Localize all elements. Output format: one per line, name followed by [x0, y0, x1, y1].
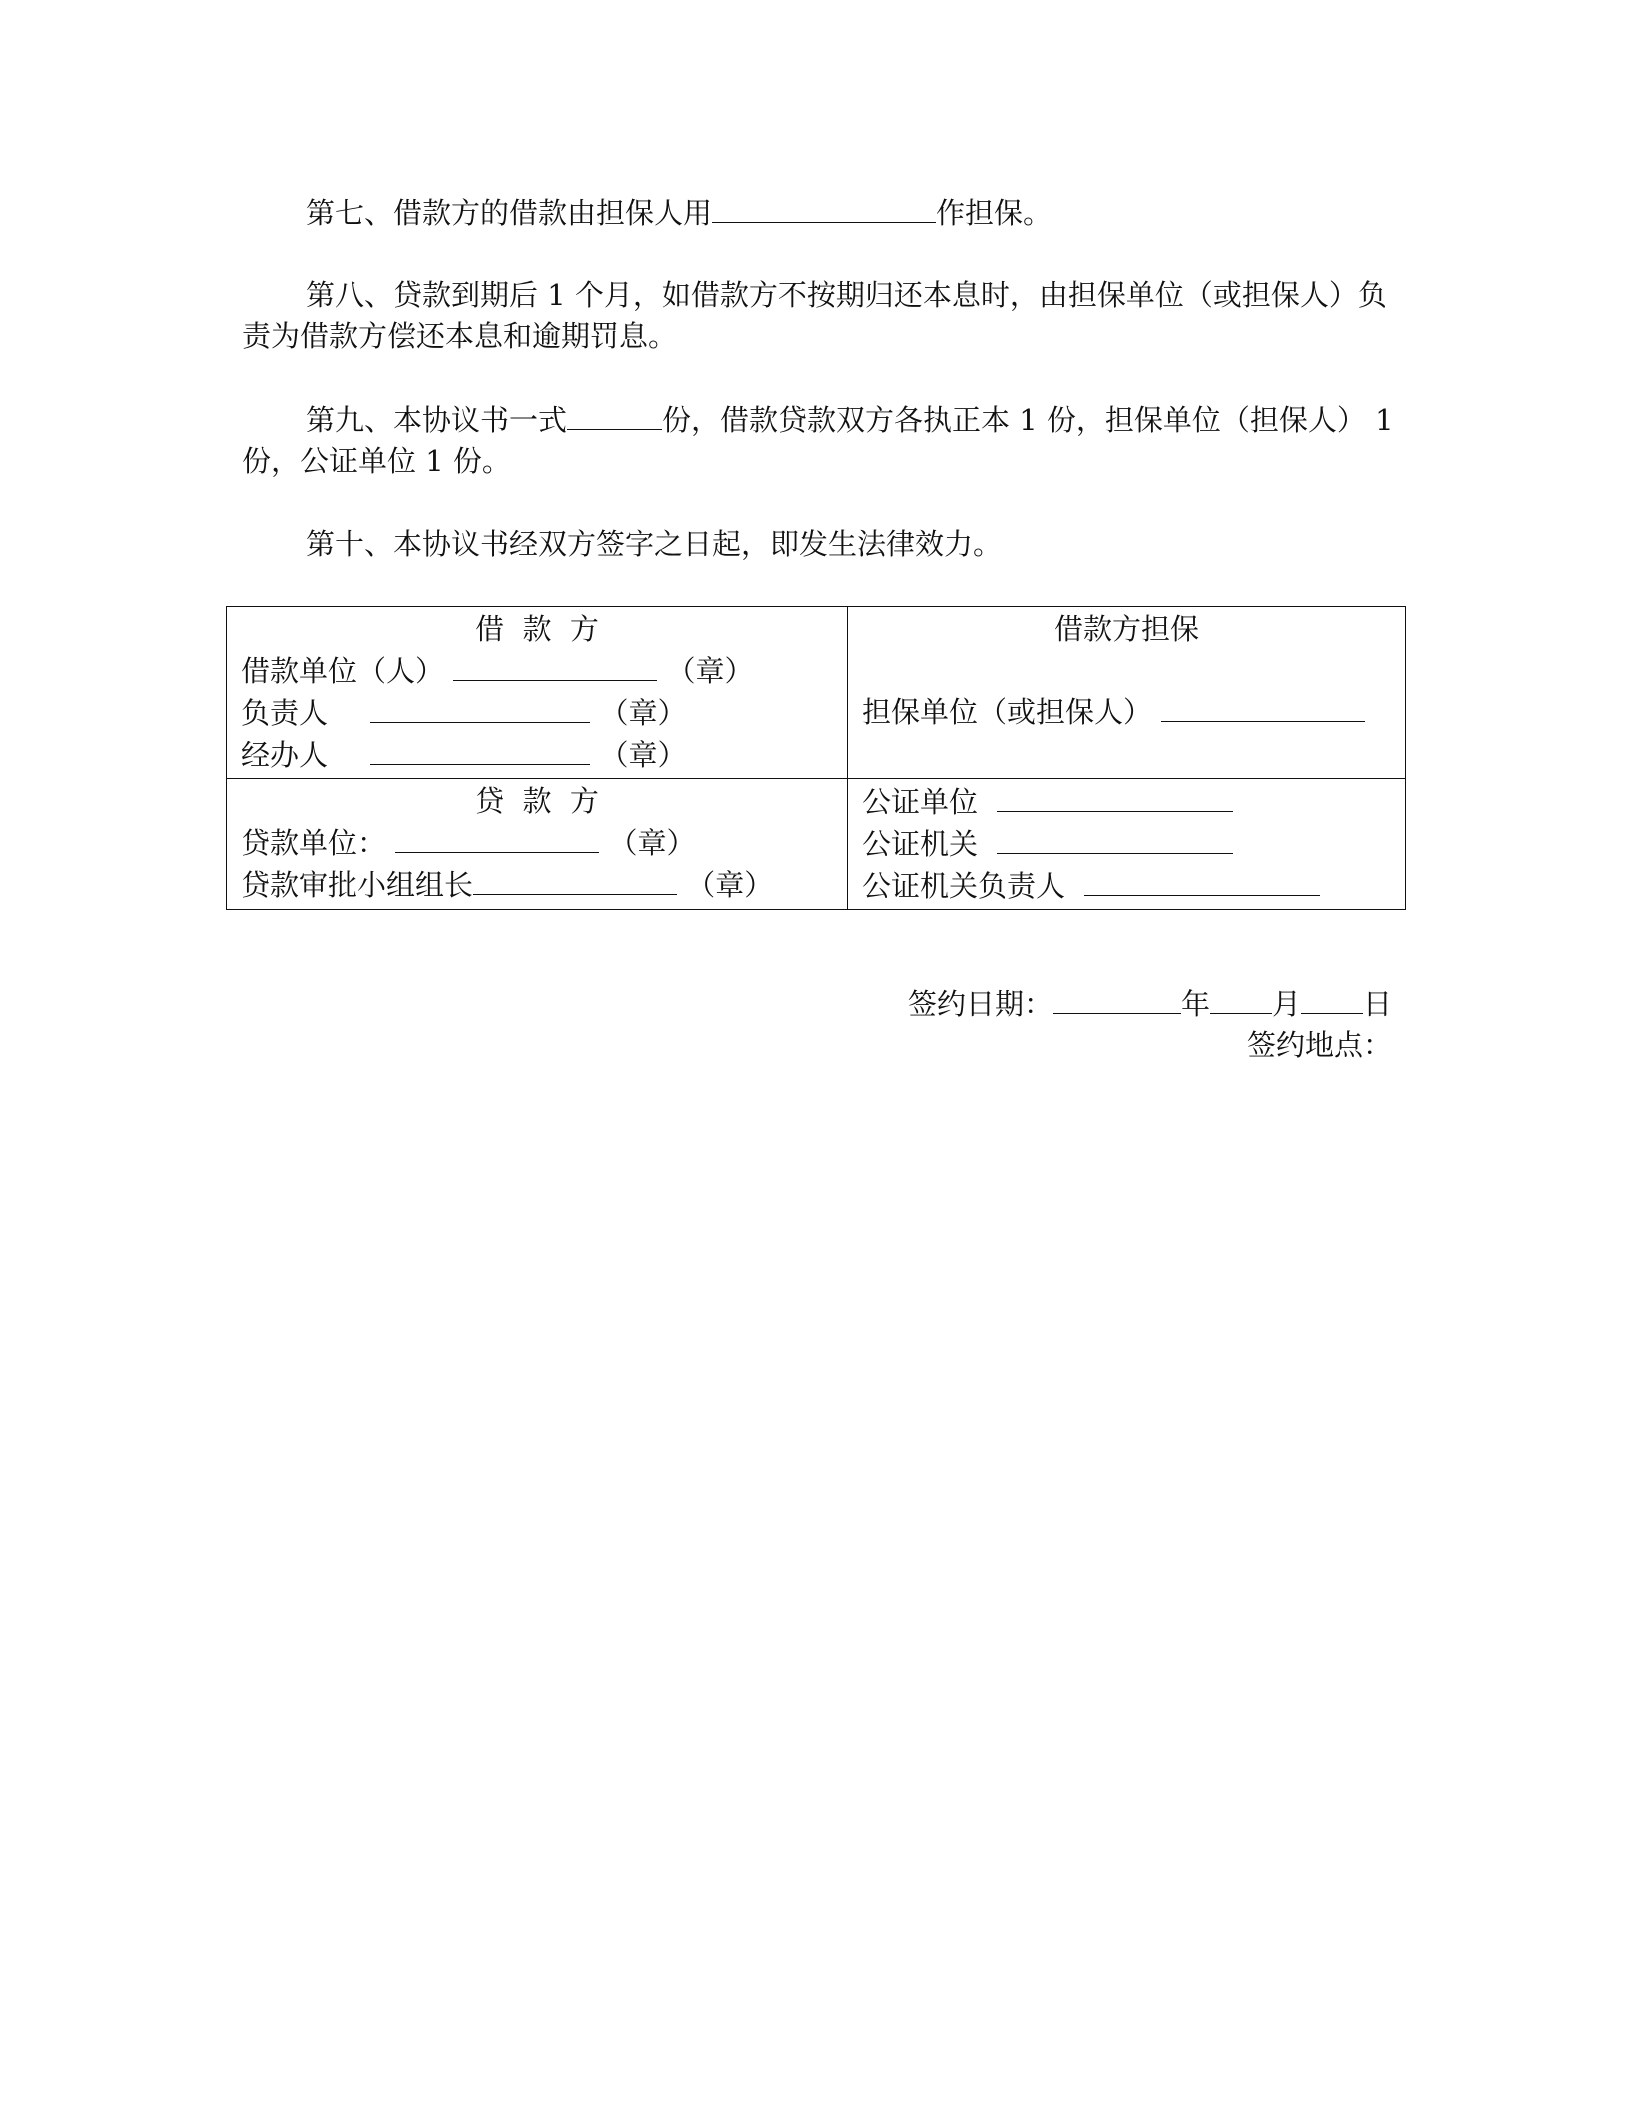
- signature-table: [226, 606, 1406, 910]
- notary-unit-row: [862, 781, 1391, 823]
- notary-cell: [848, 779, 1406, 910]
- notary-office-blank[interactable]: [997, 823, 1233, 854]
- lender-unit-row: [241, 822, 833, 864]
- signing-day-label: 日: [1362, 987, 1392, 1021]
- clause-8: [242, 275, 1404, 357]
- lender-leader-row: [241, 864, 833, 906]
- borrower-lead-row: [241, 692, 833, 734]
- clause-7-text-before: 第七、借款方的借款由担保人用: [306, 196, 713, 230]
- notary-head-row: [862, 865, 1391, 907]
- lender-cell: [227, 779, 848, 910]
- signing-day-blank[interactable]: [1301, 983, 1363, 1014]
- lender-leader-seal: （章）: [686, 868, 774, 902]
- borrower-unit-row: [241, 650, 833, 692]
- notary-office-row: [862, 823, 1391, 865]
- borrower-lead-blank[interactable]: [370, 692, 590, 723]
- guarantor-row: [862, 691, 1391, 733]
- clause-8-text: 第八、贷款到期后 1 个月，如借款方不按期归还本息时，由担保单位（或担保人）负责为借款方偿还本息和逾期罚息。: [242, 278, 1387, 353]
- borrower-handler-blank[interactable]: [370, 734, 590, 765]
- borrower-unit-label: 借款单位（人）: [241, 654, 445, 688]
- borrower-header: 借 款 方: [475, 612, 599, 646]
- borrower-lead-label: 负责人: [241, 696, 329, 730]
- table-row-borrower: [227, 607, 1406, 779]
- clause-10-text: 第十、本协议书经双方签字之日起，即发生法律效力。: [306, 527, 1003, 561]
- borrower-unit-blank[interactable]: [453, 650, 657, 681]
- signing-year-blank[interactable]: [1053, 983, 1181, 1014]
- signing-month-label: 月: [1271, 987, 1301, 1021]
- borrower-handler-label: 经办人: [241, 738, 329, 772]
- signing-year-label: 年: [1180, 987, 1210, 1021]
- borrower-unit-seal: （章）: [666, 654, 754, 688]
- clause-9: [242, 399, 1404, 482]
- notary-head-blank[interactable]: [1084, 865, 1320, 896]
- signing-date-row: [908, 983, 1392, 1025]
- clause-10: [242, 524, 1404, 565]
- lender-leader-blank[interactable]: [473, 864, 677, 895]
- signing-place-row: [908, 1025, 1392, 1066]
- borrower-lead-seal: （章）: [599, 696, 687, 730]
- signing-block: [908, 983, 1392, 1066]
- notary-office-label: 公证机关: [862, 827, 979, 861]
- lender-unit-blank[interactable]: [395, 822, 599, 853]
- guarantee-item-blank[interactable]: [712, 192, 936, 223]
- guarantor-blank[interactable]: [1161, 691, 1365, 722]
- table-row-lender: [227, 779, 1406, 910]
- clause-9-text-before: 第九、本协议书一式: [306, 403, 568, 437]
- lender-unit-label: 贷款单位：: [241, 826, 387, 860]
- signing-place-label: 签约地点：: [1246, 1028, 1392, 1062]
- clause-7: [242, 192, 1404, 234]
- guarantee-header: 借款方担保: [1053, 612, 1199, 646]
- notary-head-label: 公证机关负责人: [862, 869, 1066, 903]
- borrower-cell: [227, 607, 848, 779]
- signing-month-blank[interactable]: [1210, 983, 1272, 1014]
- clause-9-text-after: 份，借款贷款双方各执正本 1 份，担保单位（担保人） 1 份，公证单位 1 份。: [242, 403, 1394, 478]
- guarantor-label: 担保单位（或担保人）: [862, 695, 1153, 729]
- notary-unit-label: 公证单位: [862, 785, 979, 819]
- notary-unit-blank[interactable]: [997, 781, 1233, 812]
- borrower-handler-row: [241, 734, 833, 776]
- clause-7-text-after: 作担保。: [936, 196, 1053, 230]
- copies-count-blank[interactable]: [567, 399, 662, 430]
- lender-leader-label: 贷款审批小组组长: [241, 868, 474, 902]
- lender-header: 贷 款 方: [475, 784, 599, 818]
- lender-unit-seal: （章）: [608, 826, 696, 860]
- borrower-handler-seal: （章）: [599, 738, 687, 772]
- signing-date-label: 签约日期：: [907, 987, 1053, 1021]
- guarantee-cell: [848, 607, 1406, 779]
